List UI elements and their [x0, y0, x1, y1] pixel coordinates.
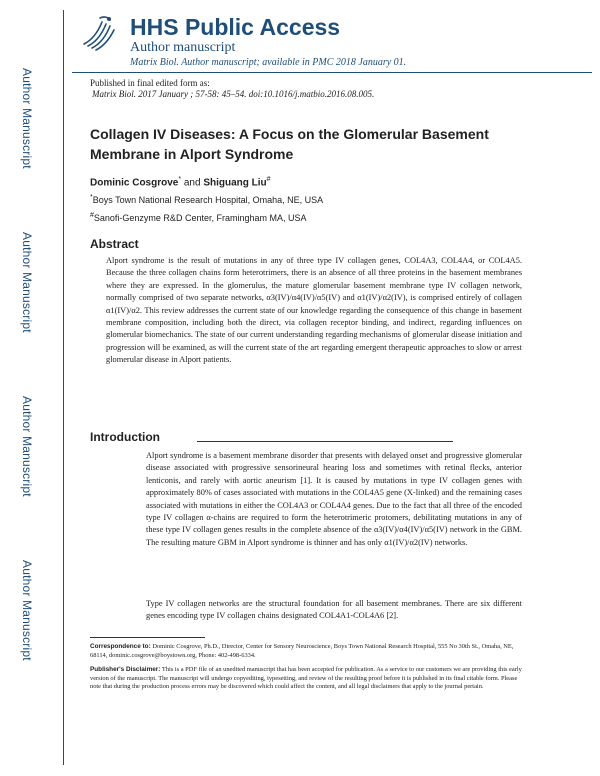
published-label: Published in final edited form as:: [90, 78, 210, 88]
affiliation: #Sanofi-Genzyme R&D Center, Framingham MA, USA: [90, 212, 307, 223]
author-list: [90, 176, 271, 188]
author-conjunction: and: [183, 177, 201, 189]
published-citation: Matrix Biol. 2017 January ; 57-58: 45–54. doi:10.1016/j.matbio.2016.08.005.: [92, 89, 375, 99]
author-manuscript-label: Author Manuscript: [20, 560, 34, 661]
article-title: Collagen IV Diseases: A Focus on the Glomerular Basement Membrane in Alport Syndrome: [90, 126, 489, 162]
author-name: Shiguang Liu: [203, 177, 267, 189]
journal-availability-line: Matrix Biol. Author manuscript; available in PMC 2018 January 01.: [130, 57, 407, 68]
author-manuscript-label: Author Manuscript: [20, 232, 34, 333]
footnote-rule: [90, 637, 205, 638]
introduction-paragraph: Type IV collagen networks are the structural foundation for all basement membranes. There are six different genes encoding type IV collagen chains designated COL4A1-COL4A6 [2].: [146, 599, 522, 621]
hhs-eagle-logo-icon: [78, 10, 118, 54]
hhs-public-access-title: HHS Public Access: [130, 14, 341, 40]
introduction-paragraph: Alport syndrome is a basement membrane disorder that presents with delayed onset and progressive glomerular disease associated with progressive sensorineural hearing loss and sometimes with retinal flecks, anterior lenticonis, and rarely with aortic aneurism [1]. It is caused by mutations in type IV collagen genes with approximately 80% of cases associated with mutations in the COL4A5 gene (X-linked) and the remaining cases associated with mutations in either the COL4A3 or COL4A4 genes. Due to the fact that all three of the encoded type IV collagen α-chains are required to form the heterotrimeric protomers, debilitating mutations in any of these type IV collagen genes results in the complete absence of the α3(IV)/α4(IV)/α5(IV) network in the GBM. The resulting mature GBM in Alport syndrome is thinner and has only α1(IV)/α2(IV) networks.: [146, 451, 522, 547]
affiliation: *Boys Town National Research Hospital, Omaha, NE, USA: [90, 194, 324, 205]
section-divider: [197, 441, 453, 442]
author-manuscript-label: Author Manuscript: [20, 68, 34, 169]
header-rule: [72, 72, 592, 73]
author-manuscript-subtitle: Author manuscript: [130, 40, 236, 55]
abstract-body: Alport syndrome is the result of mutations in any of three type IV collagen genes, COL4A3, COL4A4, or COL4A5. Because the three collagen chains form heterotrimers, there is an absence of all three proteins in the basement membranes where they are expressed. In the glomerulus, the mature glomerular basement membrane type IV collagen network, normally comprised of two separate networks, α3(IV)/α4(IV)/α5(IV) and α1(IV)/α2(IV), is comprised entirely of collagen α1(IV)/α2. This review addresses the current state of our knowledge regarding the consequence of this change in basement membrane composition, including both the direct, via collagen receptor binding, and indirect, regarding influences on glomerular biomechanics. The state of our current understanding regarding mechanisms of glomerular disease initiation and progression will be examined, as will the current state of the art regarding emergent therapeutic approaches to slow or arrest glomerular disease in Alport patients.: [106, 256, 522, 365]
author-mark: *: [178, 176, 182, 183]
sidebar-rule: [63, 10, 64, 765]
introduction-heading: Introduction: [90, 430, 160, 444]
author-mark: #: [266, 176, 271, 183]
abstract-heading: Abstract: [90, 237, 139, 251]
author-name: Dominic Cosgrove: [90, 177, 179, 189]
author-manuscript-label: Author Manuscript: [20, 396, 34, 497]
publisher-disclaimer: Publisher's Disclaimer: This is a PDF file of an unedited manuscript that has been accepted for publication. As a service to our customers we are providing this early version of the manuscript. The manuscript will undergo copyediting, typesetting, and review of the resulting proof before it is published in its final citable form. Please note that during the production process errors may be discovered which could affect the content, and all legal disclaimers that apply to the journal pertain.: [90, 666, 522, 690]
correspondence-footnote: Correspondence to: Dominic Cosgrove, Ph.D., Director, Center for Sensory Neuroscience, Boys Town National Research Hospital, 555 No 30th St., Omaha, NE, 68114, dominic.cosgrove@boystown.org, Phone: 402-498-6334.: [90, 643, 514, 659]
